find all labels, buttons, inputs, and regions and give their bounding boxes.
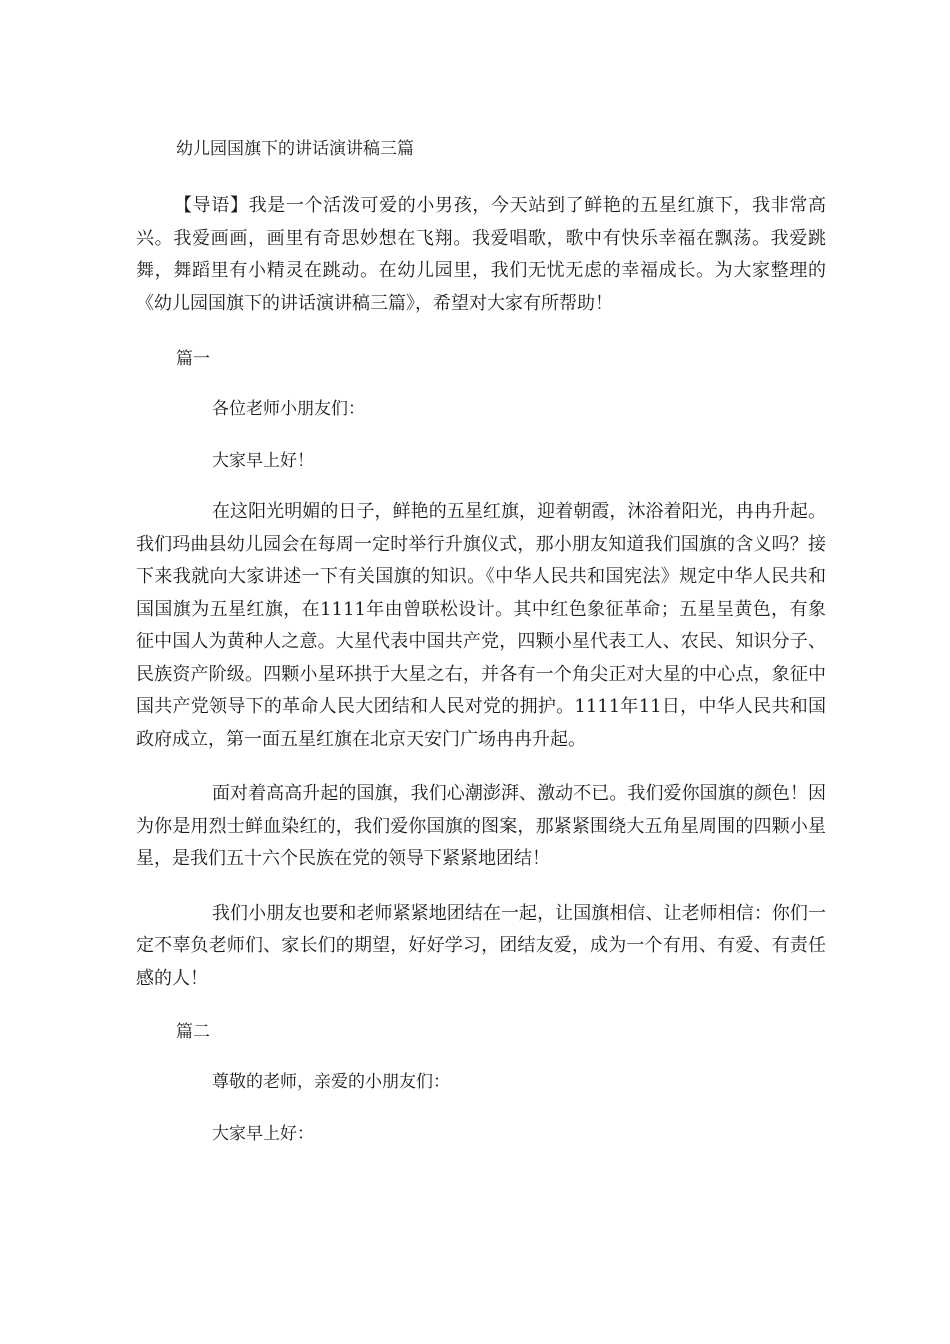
section-two-greeting: 大家早上好： (212, 1124, 314, 1144)
document-page (136, 134, 826, 1149)
section-one-paragraph-1: 在这阳光明媚的日子，鲜艳的五星红旗，迎着朝霞，沐浴着阳光，冉冉升起。我们玛曲县幼儿园会在每周一定时举行升旗仪式，那小朋友知道我们国旗的含义吗？接下来我就向大家讲述一下有关国旗的知识。《中华人民共和国宪法》规定中华人民共和国国旗为五星红旗，在1111年由曾联松设计。其中红色象征革命；五星呈黄色，有象征中国人为黄种人之意。大星代表中国共产党，四颗小星代表工人、农民、知识分子、民族资产阶级。四颗小星环拱于大星之右，并各有一个角尖正对大星的中心点，象征中国共产党领导下的革命人民大团结和人民对党的拥护。1111年11日，中华人民共和国政府成立，第一面五星红旗在北京天安门广场冉冉升起。 (136, 501, 826, 750)
section-one-paragraph-2: 面对着高高升起的国旗，我们心潮澎湃、激动不已。我们爱你国旗的颜色！因为你是用烈士鲜血染红的，我们爱你国旗的图案，那紧紧围绕大五角星周围的四颗小星星，是我们五十六个民族在党的领导下紧紧地团结！ (136, 783, 826, 869)
section-one-salutation: 各位老师小朋友们： (212, 399, 365, 419)
intro-paragraph: 【导语】我是一个活泼可爱的小男孩，今天站到了鲜艳的五星红旗下，我非常高兴。我爱画画，画里有奇思妙想在飞翔。我爱唱歌，歌中有快乐幸福在飘荡。我爱跳舞，舞蹈里有小精灵在跳动。在幼儿园里，我们无忧无虑的幸福成长。为大家整理的《幼儿园国旗下的讲话演讲稿三篇》，希望对大家有所帮助！ (136, 195, 826, 314)
section-two-salutation: 尊敬的老师，亲爱的小朋友们： (212, 1072, 450, 1092)
document-title: 幼儿园国旗下的讲话演讲稿三篇 (176, 139, 414, 159)
section-one-heading: 篇一 (176, 349, 210, 369)
section-two-heading: 篇二 (176, 1022, 210, 1042)
section-one-greeting: 大家早上好！ (212, 451, 314, 471)
section-one-paragraph-3: 我们小朋友也要和老师紧紧地团结在一起，让国旗相信、让老师相信：你们一定不辜负老师们、家长们的期望，好好学习，团结友爱，成为一个有用、有爱、有责任感的人！ (136, 902, 826, 989)
